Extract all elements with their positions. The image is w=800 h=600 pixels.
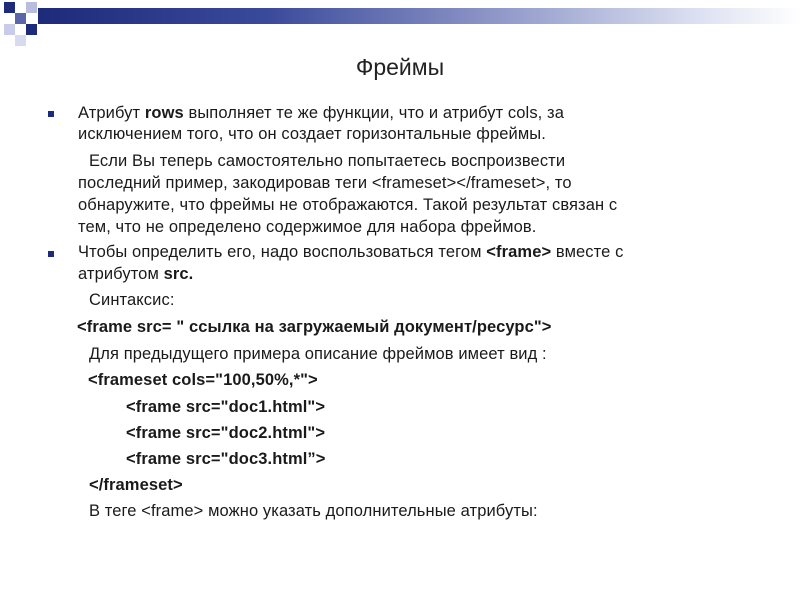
code-frame-1: <frame src="doc1.html">	[126, 398, 326, 416]
paragraph-2-line-2: последний пример, закодировав теги <frameset></frameset>, то	[78, 174, 572, 192]
syntax-code: <frame src= " ссылка на загружаемый документ/ресурс">	[77, 318, 552, 336]
example-intro: Для предыдущего примера описание фреймов имеет вид :	[89, 345, 547, 363]
code-frameset-open: <frameset cols="100,50%,*">	[88, 371, 318, 389]
syntax-label: Синтаксис:	[89, 291, 175, 309]
slide-title: Фреймы	[355, 54, 445, 80]
closing-text: В теге <frame> можно указать дополнительные атрибуты:	[89, 502, 538, 520]
paragraph-3-line-1: Чтобы определить его, надо воспользоваться тегом <frame> вместе с	[78, 243, 624, 261]
code-frame-3: <frame src="doc3.html”>	[126, 450, 326, 468]
paragraph-3-line-2: атрибутом src.	[78, 265, 194, 283]
deco-square	[15, 35, 26, 46]
code-frame-2: <frame src="doc2.html">	[126, 424, 326, 442]
bullet-icon	[48, 251, 54, 257]
deco-square	[4, 24, 15, 35]
bullet-icon	[48, 111, 54, 117]
paragraph-1-line-2: исключением того, что он создает горизонтальные фреймы.	[78, 125, 546, 143]
code-frameset-close: </frameset>	[89, 476, 183, 494]
deco-square	[4, 2, 15, 13]
deco-square	[26, 2, 37, 13]
paragraph-1-line-1: Атрибут rows выполняет те же функции, что и атрибут cols, за	[78, 104, 564, 122]
deco-square	[15, 13, 26, 24]
paragraph-2-line-4: тем, что не определено содержимое для набора фреймов.	[78, 218, 537, 236]
top-gradient-bar	[38, 8, 800, 24]
paragraph-2-line-3: обнаружите, что фреймы не отображаются. Такой результат связан с	[78, 196, 618, 214]
deco-square	[26, 24, 37, 35]
paragraph-2-line-1: Если Вы теперь самостоятельно попытаетесь воспроизвести	[89, 152, 566, 170]
